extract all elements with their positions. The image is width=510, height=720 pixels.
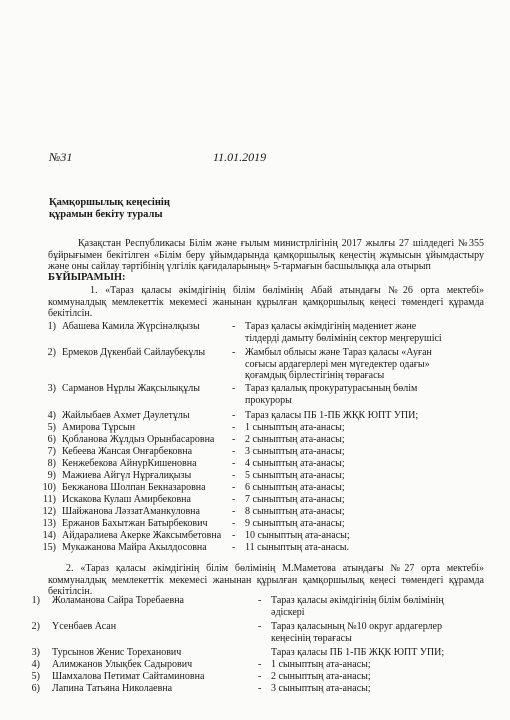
- member-role-line: 10 сыныптың ата-анасы;: [245, 530, 350, 541]
- command-word: БҰЙЫРАМЫН:: [48, 272, 126, 283]
- member-name: Искакова Кулаш Амирбековна: [62, 494, 191, 505]
- member-number: 6): [47, 434, 56, 445]
- member-dash: -: [232, 458, 236, 469]
- member-role-line: 3 сыныптың ата-анасы;: [271, 683, 371, 694]
- doc-title-line1: Қамқоршылық кеңесінің: [49, 197, 170, 208]
- member-role-line: қоғамдық бірлестігінің төрағасы: [245, 370, 385, 382]
- member-role-line: 5 сыныптың ата-анасы;: [245, 470, 345, 481]
- member-name: Амирова Тұрсын: [62, 422, 136, 433]
- member-role-line: Тараз қалалық прокуратурасының бөлім: [245, 383, 418, 394]
- member-number: 7): [47, 446, 56, 457]
- member-number: 10): [42, 482, 56, 493]
- member-role-line: Тараз қаласы ПБ 1-ПБ ЖҚК ЮПТ УПИ;: [245, 410, 419, 421]
- member-name: Абашева Камила Жүрсінәлқызы: [62, 321, 200, 332]
- member-number: 8): [47, 458, 56, 469]
- section1-paragraph: 1. «Тараз қаласы әкімдігінің білім бөлімінің Абай атындағы №26 орта мектебі» коммуналдық мемлекеттік мекемесі жанынан құрылған қамқоршылық кеңесі төмендегі құрамда бекітілсін.: [48, 285, 484, 320]
- doc-title-line2: құрамын бекіту туралы: [49, 209, 163, 220]
- member-dash: -: [232, 383, 236, 394]
- member-name: Ермеков Дүкенбай Сайлаубекұлы: [62, 347, 206, 358]
- member-number: 12): [42, 506, 56, 517]
- member-name: Үсенбаев Асан: [52, 621, 117, 632]
- member-dash: -: [258, 621, 262, 632]
- member-dash: -: [232, 470, 236, 481]
- member-role-line: Тараз қаласы әкімдігінің мәдениет және: [245, 321, 417, 332]
- member-role-line: соғысы ардагерлері мен мүгедектер одағы»: [245, 358, 430, 370]
- member-dash: -: [232, 530, 236, 541]
- member-role-line: 1 сыныптың ата-анасы;: [245, 422, 345, 433]
- member-dash: -: [258, 671, 262, 682]
- member-dash: -: [232, 518, 236, 529]
- member-number: 6): [31, 683, 40, 694]
- member-number: 4): [47, 410, 56, 421]
- member-role-line: 9 сыныптың ата-анасы;: [245, 518, 345, 529]
- member-name: Алимжанов Улықбек Садырович: [52, 659, 193, 670]
- member-number: 4): [31, 659, 40, 670]
- member-number: 5): [31, 671, 40, 682]
- member-role-line: 8 сыныптың ата-анасы;: [245, 506, 345, 517]
- member-name: Мукажанова Майра Акылдосовна: [62, 542, 207, 553]
- member-name: Шайжанова ЛәззатАманкуловна: [62, 506, 200, 517]
- member-dash: -: [232, 347, 236, 358]
- member-dash: -: [258, 659, 262, 670]
- member-number: 3): [47, 383, 56, 394]
- member-role-line: Тараз қаласының №10 округ ардагерлер: [271, 621, 442, 632]
- member-role-line: 6 сыныптың ата-анасы;: [245, 482, 345, 493]
- member-role-line: 3 сыныптың ата-анасы;: [245, 446, 345, 457]
- member-name: Турсынов Женис Тореханович: [52, 647, 182, 658]
- member-number: 2): [47, 347, 56, 358]
- member-dash: -: [232, 422, 236, 433]
- member-name: Жоламанова Сайра Торебаевна: [52, 595, 184, 606]
- member-name: Бекжанова Шолпан Бекназаровна: [62, 482, 206, 493]
- member-role-line: 2 сыныптың ата-анасы;: [271, 671, 371, 682]
- member-role-line: 2 сыныптың ата-анасы;: [245, 434, 345, 445]
- member-number: 14): [42, 530, 56, 541]
- member-dash: -: [232, 321, 236, 332]
- member-dash: -: [232, 506, 236, 517]
- member-role-line: прокуроры: [245, 394, 292, 406]
- member-name: Сарманов Нұрлы Жақсылықұлы: [62, 383, 200, 394]
- member-dash: -: [232, 494, 236, 505]
- member-number: 3): [31, 647, 40, 658]
- member-dash: -: [232, 410, 236, 421]
- member-dash: -: [232, 446, 236, 457]
- member-dash: -: [258, 683, 262, 694]
- member-number: 11): [43, 494, 56, 505]
- member-number: 15): [42, 542, 56, 553]
- section2-paragraph: 2. «Тараз қаласы әкімдігінің білім бөлімінің М.Маметова атындағы №27 орта мектебі» коммуналдық мемлекеттік мекемесі жанынан құрылған қамқоршылық кеңесі төмендегі құрамда бекітілсін.: [48, 563, 484, 598]
- member-name: Шамхалова Петимат Сайтаминовна: [52, 671, 205, 682]
- member-role-line: 4 сыныптың ата-анасы;: [245, 458, 345, 469]
- order-number: №31: [49, 150, 73, 164]
- member-role-line: Тараз қаласы ПБ 1-ПБ ЖҚК ЮПТ УПИ;: [271, 647, 445, 658]
- member-role-line: тілдерді дамыту бөлімінің сектор меңгерушісі: [245, 332, 442, 344]
- member-name: Мажиева Айгүл Нұрғалиқызы: [62, 470, 192, 481]
- member-number: 13): [42, 518, 56, 529]
- member-role-line: кеңесінің төрағасы: [271, 632, 352, 644]
- member-number: 1): [31, 595, 40, 606]
- member-role-line: 1 сыныптың ата-анасы;: [271, 659, 371, 670]
- member-number: 2): [31, 621, 40, 632]
- member-name: Жайлыбаев Ахмет Дәулетұлы: [62, 410, 190, 421]
- member-dash: -: [258, 595, 262, 606]
- intro-paragraph: Қазақстан Республикасы Білім және ғылым министрлігінің 2017 жылғы 27 шілдедегі №355 бұйрығымен бекітілген «Білім беру ұйымдарында қамқоршылық кеңестің жұмысын ұйымдастыру және оны сайлау тәртібінің үлгілік қағидаларының» 5-тармағын басшылыққа ала отырып: [48, 238, 484, 273]
- member-dash: -: [232, 542, 236, 553]
- member-number: 9): [47, 470, 56, 481]
- member-dash: -: [232, 482, 236, 493]
- member-role-line: Тараз қаласы әкімдігінің білім бөлімінің: [271, 595, 444, 606]
- member-role-line: әдіскері: [271, 606, 305, 618]
- member-name: Лапина Татьяна Николаевна: [52, 683, 173, 694]
- member-number: 5): [47, 422, 56, 433]
- member-name: Қобланова Жұлдыз Орынбасаровна: [62, 434, 215, 445]
- member-dash: -: [232, 434, 236, 445]
- member-role-line: 7 сыныптың ата-анасы;: [245, 494, 345, 505]
- member-name: Ержанов Бахытжан Батырбекович: [62, 518, 208, 529]
- member-number: 1): [47, 321, 56, 332]
- member-role-line: 11 сыныптың ата-анасы.: [245, 542, 349, 553]
- member-name: Айдаралиева Акерке Жаксымбетовна: [62, 530, 222, 541]
- member-role-line: Жамбыл облысы және Тараз қаласы «Ауған: [245, 347, 432, 358]
- order-date: 11.01.2019: [213, 150, 267, 164]
- member-name: Кебеева Жансая Онғарбековна: [62, 446, 193, 457]
- member-name: Кенжебекова АйнурКишеновна: [62, 458, 197, 469]
